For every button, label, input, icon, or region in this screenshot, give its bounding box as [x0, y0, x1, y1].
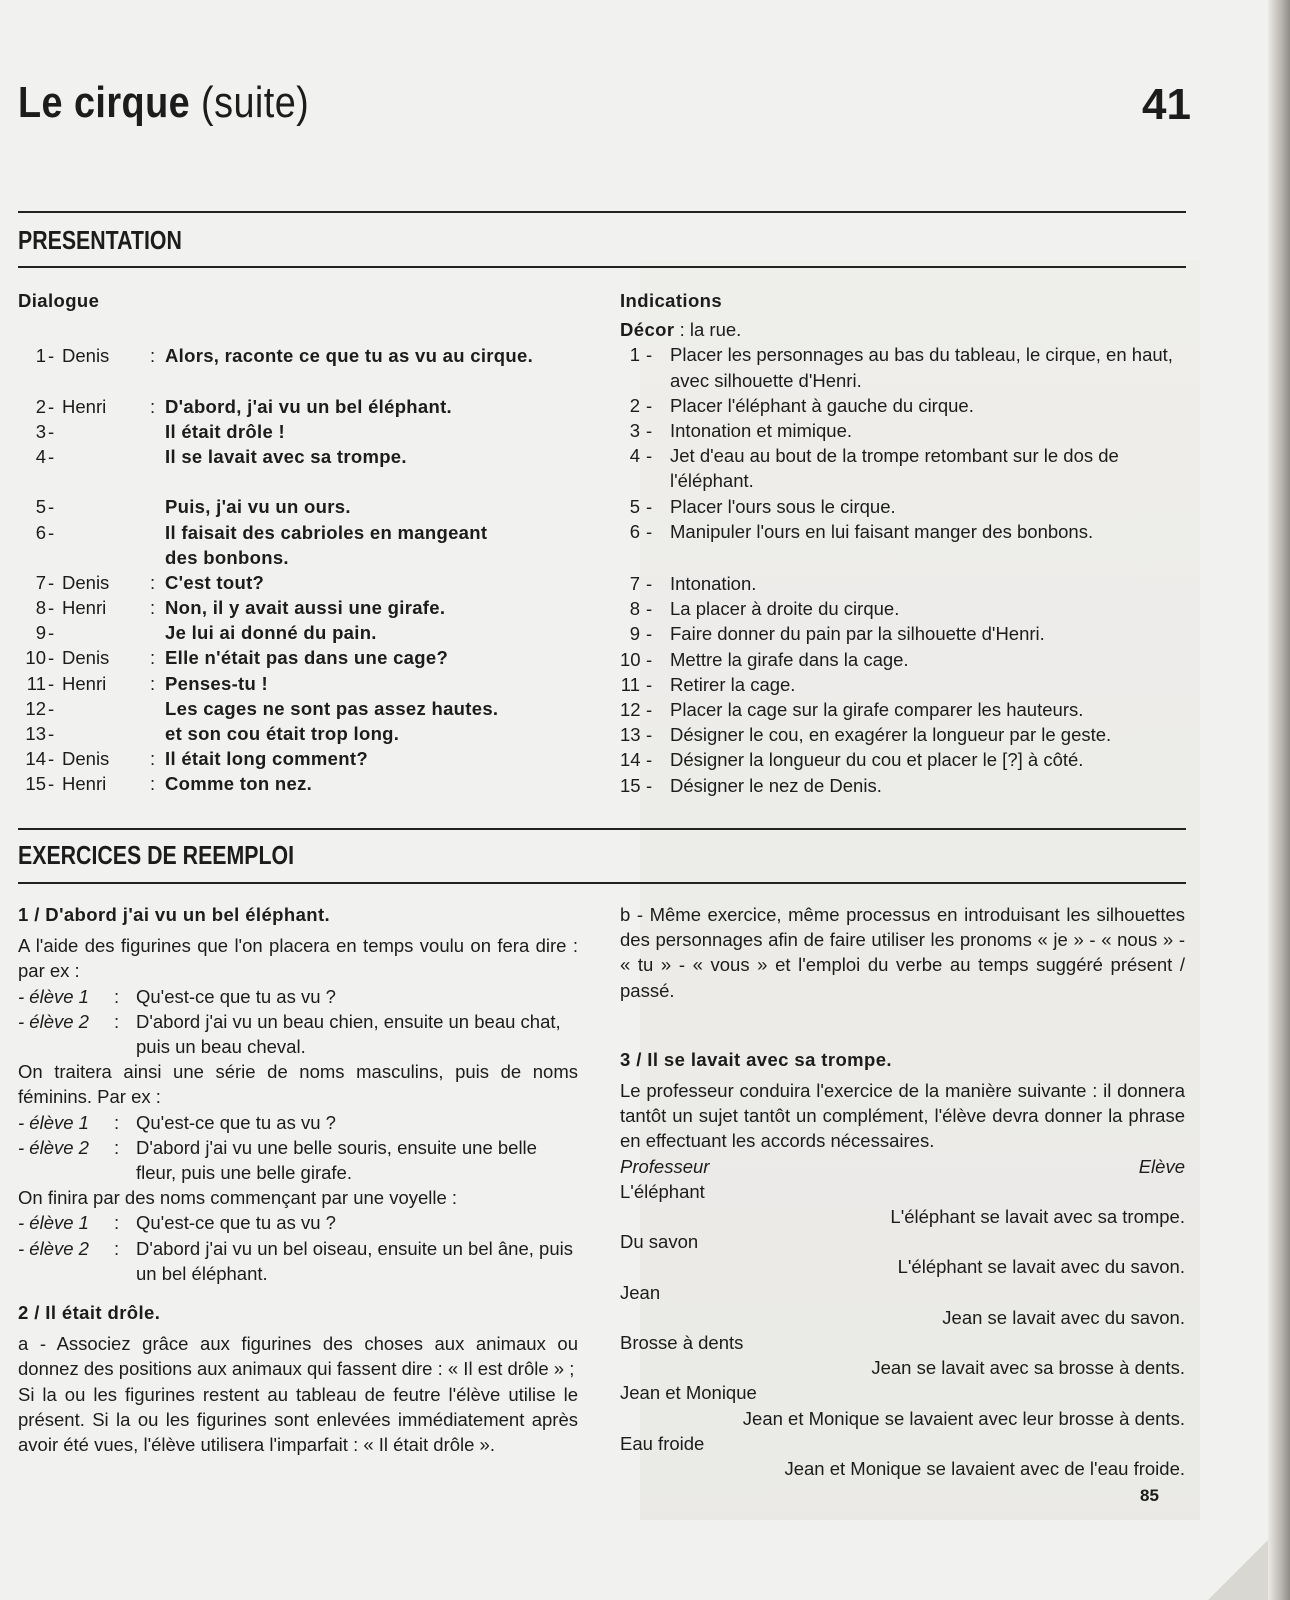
dialogue-text: Puis, j'ai vu un ours. [165, 496, 351, 518]
line-number: 10 [25, 647, 46, 669]
dialogue-line [18, 671, 593, 696]
dash: - [48, 420, 55, 442]
dialogue-text: et son cou était trop long. [165, 723, 400, 745]
line-number: 2 [35, 395, 46, 417]
exercise-left-column [18, 898, 578, 1457]
answer: L'éléphant se lavait avec du savon. [897, 1256, 1185, 1278]
dialogue-text: Comme ton nez. [165, 773, 313, 795]
colon: : [114, 1010, 120, 1032]
dialogue-line [18, 771, 593, 796]
indication-text: Placer les personnages au bas du tableau, le cirque, en haut, avec silhouette d'Henri. [670, 344, 1173, 391]
line-number: 8 [35, 597, 46, 619]
dialogue-text: Il était long comment? [165, 748, 368, 770]
dash: - [646, 774, 653, 796]
indication-text: Placer l'ours sous le cirque. [670, 495, 896, 517]
colon: : [150, 647, 156, 669]
indication-number: 10 [620, 648, 641, 670]
indication-text: Mettre la girafe dans la cage. [670, 648, 909, 670]
dialogue-line [18, 419, 593, 444]
dialogue-lines [18, 343, 593, 796]
ex2-heading: 2 / Il était drôle. [18, 1302, 161, 1324]
dash: - [48, 445, 55, 467]
dialogue-heading: Dialogue [18, 290, 100, 311]
indication-item [620, 697, 1185, 722]
line-number: 14 [25, 748, 46, 770]
indication-list [620, 342, 1185, 797]
indication-number: 14 [620, 749, 641, 771]
dash: - [48, 647, 55, 669]
dash: - [646, 573, 653, 595]
dash: - [48, 521, 55, 543]
prompt: Jean et Monique [620, 1382, 757, 1404]
col-eleve: Elève [1138, 1155, 1185, 1177]
ex1-block2 [18, 1110, 578, 1186]
exercise-right-column [620, 902, 1185, 1481]
student-label: - élève 2 [18, 1010, 89, 1032]
line-number: 12 [25, 697, 46, 719]
exercise-line [18, 1110, 578, 1135]
indication-number: 5 [629, 495, 640, 517]
divider [18, 828, 1186, 830]
indication-number: 2 [629, 394, 640, 416]
dialogue-line [18, 746, 593, 771]
ex2-para-b: Si la ou les figurines restent au tableau de feutre l'élève utilise le présent. Si la ou les figurines sont enlevées immédiatement après avoir été vues, l'élève utilisera l'imparfait : « Il était drôle ». [18, 1383, 578, 1456]
dash: - [646, 445, 653, 467]
exercise-line [18, 1135, 578, 1185]
ex3-column-headers [620, 1154, 1185, 1179]
dialogue-text: Il était drôle ! [165, 420, 285, 442]
dialogue-text: D'abord, j'ai vu un bel éléphant. [165, 395, 452, 417]
dash: - [646, 394, 653, 416]
dash: - [646, 623, 653, 645]
dialogue-line [18, 696, 593, 721]
indication-item [620, 722, 1185, 747]
divider [18, 211, 1186, 213]
decor-label: Décor [620, 319, 675, 341]
ex3-heading: 3 / Il se lavait avec sa trompe. [620, 1048, 892, 1070]
indication-item [620, 393, 1185, 418]
decor-value: la rue. [689, 319, 742, 341]
answer: L'éléphant se lavait avec sa trompe. [890, 1206, 1185, 1228]
line-number: 7 [35, 571, 46, 593]
dash: - [646, 648, 653, 670]
indication-item [620, 747, 1185, 772]
indication-text: Intonation et mimique. [670, 420, 853, 442]
dash: - [646, 495, 653, 517]
dialogue-text: Les cages ne sont pas assez hautes. [165, 697, 499, 719]
dialogue-text: Il faisait des cabrioles en mangeant [165, 521, 488, 543]
dash: - [48, 496, 55, 518]
indication-item [620, 773, 1185, 798]
student-text: D'abord j'ai vu un beau chien, ensuite un beau chat, puis un beau cheval. [136, 1010, 561, 1058]
speaker: Denis [62, 647, 110, 669]
student-text: Qu'est-ce que tu as vu ? [136, 1111, 336, 1133]
colon: : [150, 395, 156, 417]
indication-number: 12 [620, 699, 641, 721]
dialogue-line [18, 620, 593, 645]
prompt: Jean [620, 1281, 661, 1303]
exercise-line [18, 984, 578, 1009]
dash: - [48, 597, 55, 619]
indication-text: Placer la cage sur la girafe comparer les hauteurs. [670, 699, 1084, 721]
section-exercices: EXERCICES DE REEMPLOI [18, 840, 295, 870]
indication-item [620, 571, 1185, 596]
prompt: Eau froide [620, 1432, 705, 1454]
dialogue-line [18, 545, 593, 570]
indication-number: 8 [629, 598, 640, 620]
dialogue-line [18, 645, 593, 670]
colon: : [150, 571, 156, 593]
speaker: Henri [62, 395, 107, 417]
prompt: Du savon [620, 1231, 699, 1253]
indication-text: Jet d'eau au bout de la trompe retombant sur le dos de l'éléphant. [670, 445, 1119, 492]
indication-number: 11 [620, 673, 640, 695]
dialogue-line [18, 394, 593, 419]
dash: - [48, 571, 55, 593]
ex2-para-c: b - Même exercice, même processus en introduisant les silhouettes des personnages afin de faire utiliser les pronoms « je » - « nous » - « tu » - « vous » et l'emploi du verbe au temps suggéré présent / passé. [620, 904, 1185, 1001]
dash: - [646, 520, 653, 542]
indication-number: 6 [629, 520, 640, 542]
dash: - [646, 749, 653, 771]
student-label: - élève 1 [18, 1111, 89, 1133]
speaker: Henri [62, 597, 107, 619]
dash: - [48, 773, 55, 795]
line-number: 1 [35, 345, 46, 367]
speaker: Henri [62, 672, 107, 694]
line-number: 13 [25, 723, 46, 745]
indication-item [620, 418, 1185, 443]
student-label: - élève 2 [18, 1237, 89, 1259]
indication-item [620, 647, 1185, 672]
indication-text: Désigner le cou, en exagérer la longueur par le geste. [670, 724, 1112, 746]
spacer [620, 544, 1185, 571]
line-number: 11 [26, 672, 46, 694]
speaker: Denis [62, 345, 110, 367]
answer: Jean et Monique se lavaient avec leur brosse à dents. [742, 1407, 1185, 1429]
line-number: 6 [35, 521, 46, 543]
col-professeur: Professeur [620, 1155, 710, 1177]
indication-text: Désigner la longueur du cou et placer le [?] à côté. [670, 749, 1084, 771]
ex3-pairs [620, 1179, 1185, 1481]
student-label: - élève 1 [18, 985, 89, 1007]
dash: - [646, 699, 653, 721]
answer: Jean et Monique se lavaient avec de l'eau froide. [784, 1458, 1185, 1480]
dash: - [646, 598, 653, 620]
indication-text: Désigner le nez de Denis. [670, 774, 882, 796]
indication-number: 9 [629, 623, 640, 645]
indication-number: 4 [629, 445, 640, 467]
dialogue-text: Penses-tu ! [165, 672, 269, 694]
spacer [18, 469, 593, 494]
exercise-line [18, 1210, 578, 1235]
indication-text: La placer à droite du cirque. [670, 598, 900, 620]
dialogue-text: Je lui ai donné du pain. [165, 622, 377, 644]
dash: - [646, 724, 653, 746]
dash: - [48, 395, 55, 417]
dialogue-text: Alors, raconte ce que tu as vu au cirque. [165, 345, 534, 367]
dialogue-line [18, 595, 593, 620]
colon: : [114, 985, 120, 1007]
page-edge [1268, 0, 1290, 1600]
dash: - [48, 622, 55, 644]
indication-text: Retirer la cage. [670, 673, 796, 695]
colon: : [150, 345, 156, 367]
dialogue-text: Non, il y avait aussi une girafe. [165, 597, 446, 619]
colon: : [114, 1212, 120, 1234]
indications-heading: Indications [620, 290, 723, 311]
divider [18, 882, 1186, 884]
indication-item [620, 342, 1185, 392]
exercise-line [18, 1236, 578, 1286]
indications-column: Indications Décor : la rue. 1 - Placer les personnages au bas du tableau, le cirque, en haut, avec silhouette d'Henri. 2 - Placer l'éléphant à gauche du cirque. 3 - Intonation et mimique. 4 - Jet d'eau au bout de la trompe retombant sur le dos de l'éléphant. 5 - Placer l'ours sous le cirque. 6 - Manipuler l'ours en lui faisant manger des bonbons. 7 - Intonation. 8 - La placer à droite du cirque. 9 - Faire donner du pain par la silhouette d'Henri. 10 - Mettre la girafe dans la cage. 11 - Retirer la cage. 12 - Placer la cage sur la girafe comparer les hauteurs. 13 - Désigner le cou, en exagérer la longueur par le geste. 14 - Désigner la longueur du cou et placer le [?] à côté. 15 - Désigner le nez de Denis. [620, 288, 1185, 798]
divider [18, 266, 1186, 268]
line-number: 15 [25, 773, 46, 795]
ex3-intro: Le professeur conduira l'exercice de la manière suivante : il donnera tantôt un sujet tantôt un complément, l'élève devra donner la phrase en effectuant les accords nécessaires. [620, 1080, 1185, 1152]
answer: Jean se lavait avec du savon. [942, 1306, 1185, 1328]
indication-number: 1 [629, 344, 640, 366]
exercise-line [18, 1009, 578, 1059]
dash: - [646, 344, 653, 366]
dash: - [48, 345, 55, 367]
dash: - [48, 672, 55, 694]
colon: : [150, 773, 156, 795]
ex1-mid2: On finira par des noms commençant par une voyelle : [18, 1187, 458, 1209]
dash: - [48, 723, 55, 745]
indication-text: Intonation. [670, 573, 757, 595]
dialogue-line [18, 520, 593, 545]
dash: - [646, 420, 653, 442]
colon: : [114, 1136, 120, 1158]
line-number: 9 [35, 622, 46, 644]
student-label: - élève 1 [18, 1212, 89, 1234]
speaker: Denis [62, 748, 110, 770]
indication-item [620, 621, 1185, 646]
student-text: Qu'est-ce que tu as vu ? [136, 1212, 336, 1234]
dialogue-line [18, 343, 593, 368]
colon: : [150, 672, 156, 694]
dialogue-line [18, 570, 593, 595]
dialogue-text: C'est tout? [165, 571, 265, 593]
dash: - [646, 673, 653, 695]
dialogue-column [18, 288, 593, 797]
chapter-number: 41 [1142, 80, 1191, 129]
prompt: L'éléphant [620, 1180, 705, 1202]
dash: - [48, 748, 55, 770]
indication-number: 3 [629, 420, 640, 442]
dash: - [48, 697, 55, 719]
line-number: 5 [35, 496, 46, 518]
prompt: Brosse à dents [620, 1332, 744, 1354]
section-presentation: PRESENTATION [18, 225, 182, 255]
dialogue-text: Il se lavait avec sa trompe. [165, 445, 407, 467]
dialogue-line [18, 721, 593, 746]
colon: : [114, 1111, 120, 1133]
ex1-intro: A l'aide des figurines que l'on placera en temps voulu on fera dire : par ex : [18, 935, 578, 982]
indication-number: 15 [620, 774, 641, 796]
speaker: Denis [62, 571, 110, 593]
student-label: - élève 2 [18, 1136, 89, 1158]
dialogue-line [18, 494, 593, 519]
line-number: 3 [35, 420, 46, 442]
page-title: Le cirque (suite) [18, 78, 310, 127]
colon: : [150, 748, 156, 770]
indication-item [620, 596, 1185, 621]
indication-item [620, 494, 1185, 519]
spacer [18, 368, 593, 393]
indication-text: Faire donner du pain par la silhouette d'Henri. [670, 623, 1045, 645]
speaker: Henri [62, 773, 107, 795]
ex1-block3 [18, 1210, 578, 1286]
indication-item [620, 519, 1185, 544]
page-curl [1208, 1540, 1268, 1600]
indication-number: 7 [629, 573, 640, 595]
indication-item [620, 443, 1185, 493]
ex2-para-a: a - Associez grâce aux figurines des choses aux animaux ou donnez des positions aux animaux qui fassent dire : « Il est drôle » ; [18, 1333, 578, 1380]
ex1-heading: 1 / D'abord j'ai vu un bel éléphant. [18, 904, 331, 925]
indication-text: Placer l'éléphant à gauche du cirque. [670, 394, 974, 416]
dialogue-line [18, 444, 593, 469]
answer: Jean se lavait avec sa brosse à dents. [871, 1357, 1185, 1379]
colon: : [150, 597, 156, 619]
line-number: 4 [35, 445, 46, 467]
folio-number: 85 [1140, 1486, 1159, 1505]
dialogue-text: des bonbons. [165, 546, 289, 568]
indication-number: 13 [620, 724, 641, 746]
colon: : [114, 1237, 120, 1259]
ex1-block1 [18, 984, 578, 1060]
student-text: Qu'est-ce que tu as vu ? [136, 985, 336, 1007]
student-text: D'abord j'ai vu un bel oiseau, ensuite un bel âne, puis un bel éléphant. [136, 1237, 573, 1284]
dialogue-text: Elle n'était pas dans une cage? [165, 647, 449, 669]
indication-item [620, 672, 1185, 697]
ex1-mid1: On traitera ainsi une série de noms masculins, puis de noms féminins. Par ex : [18, 1061, 578, 1108]
indication-text: Manipuler l'ours en lui faisant manger des bonbons. [670, 520, 1094, 542]
student-text: D'abord j'ai vu une belle souris, ensuite une belle fleur, puis une belle girafe. [136, 1136, 537, 1184]
